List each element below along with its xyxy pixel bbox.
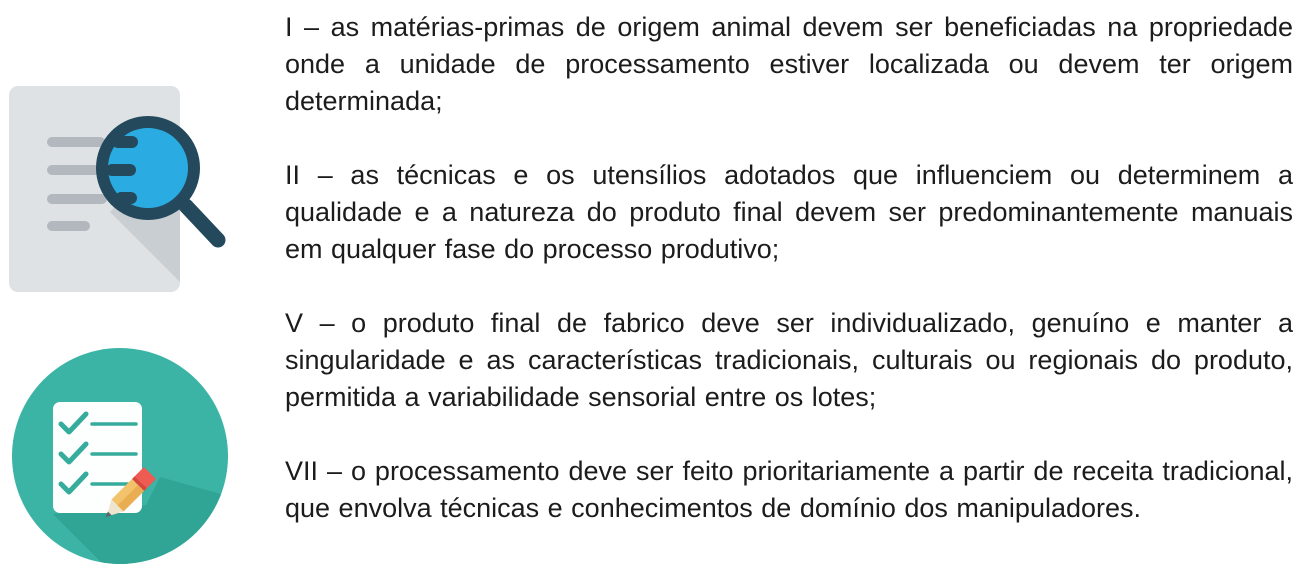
regulation-item-v: V – o produto final de fabrico deve ser individualizado, genuíno e manter a singularidade e as características tradicionais, culturais ou regionais do produto, permitida a variabilidade sensorial entre os lotes; [285, 308, 1293, 412]
checklist-pencil-svg [0, 340, 240, 570]
document-search-svg [0, 0, 240, 310]
magnifier-handle [186, 206, 218, 240]
icon-column [0, 0, 260, 570]
regulation-text [285, 9, 1293, 564]
document-search-icon [0, 0, 240, 310]
regulation-item-ii: II – as técnicas e os utensílios adotados que influenciem ou determinem a qualidade e a natureza do produto final devem ser predominantemente manuais em qualquer fase do processo produtivo; [285, 160, 1293, 264]
regulation-item-vii: VII – o processamento deve ser feito prioritariamente a partir de receita tradicional, que envolva técnicas e conhecimentos de domínio dos manipuladores. [285, 456, 1293, 523]
checklist-pencil-icon [0, 340, 240, 570]
regulation-item-i: I – as matérias-primas de origem animal devem ser beneficiadas na propriedade onde a unidade de processamento estiver localizada ou devem ter origem determinada; [285, 12, 1293, 116]
